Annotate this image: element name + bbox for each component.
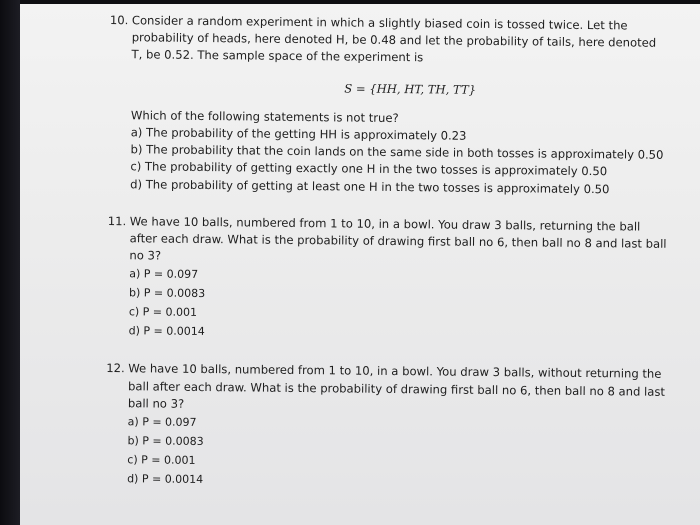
- question-text-line: ball after each draw. What is the probability of drawing first ball no 6, then ball no 8 and last: [128, 378, 666, 399]
- question-body: [130, 12, 690, 199]
- question-body: [129, 213, 688, 346]
- answer-option-d: d) P = 0.0014: [128, 324, 205, 339]
- question-number: 10.: [109, 12, 129, 28]
- question-11: [107, 213, 688, 347]
- answer-option-a: a) P = 0.097: [129, 267, 199, 282]
- question-text-line: Consider a random experiment in which a slightly biased coin is tossed twice. Let the: [131, 13, 628, 33]
- question-text-line: T, be 0.52. The sample space of the experiment is: [131, 47, 424, 65]
- answer-options: [130, 124, 689, 199]
- question-text-line: ball no 3?: [127, 396, 185, 411]
- question-number: 11.: [107, 213, 127, 229]
- answer-option-b: b) The probability that the coin lands on the same side in both tosses is approximately 0.50: [130, 142, 664, 163]
- answer-option-b: b) P = 0.0083: [128, 286, 206, 301]
- answer-option-d: d) P = 0.0014: [127, 472, 204, 487]
- answer-option-a: a) P = 0.097: [127, 415, 197, 429]
- answer-option-c: c) P = 0.001: [128, 305, 198, 320]
- question-body: [127, 361, 686, 494]
- answer-option-d: d) The probability of getting at least one H in the two tosses is approximately 0.50: [130, 176, 610, 196]
- question-text-line: We have 10 balls, numbered from 1 to 10, in a bowl. You draw 3 balls, returning the ball: [129, 214, 641, 234]
- question-prompt: Which of the following statements is not true?: [130, 108, 399, 125]
- question-text-line: no 3?: [129, 248, 162, 263]
- answer-options: [129, 265, 688, 347]
- question-text-line: We have 10 balls, numbered from 1 to 10, in a bowl. You draw 3 balls, without returning the: [128, 361, 662, 382]
- answer-option-a: a) The probability of the getting HH is approximately 0.23: [130, 125, 467, 143]
- question-number: 12.: [106, 361, 125, 376]
- answer-option-b: b) P = 0.0083: [127, 434, 204, 449]
- answer-options: [127, 412, 686, 494]
- monitor-bezel-left: [0, 0, 20, 525]
- document-page: [105, 12, 690, 494]
- question-10: [108, 12, 690, 199]
- sample-space-formula: S = {HH, HT, TH, TT}: [344, 81, 477, 97]
- question-12: [105, 360, 686, 494]
- screen: [20, 4, 700, 525]
- question-text-line: probability of heads, here denoted H, be 0.48 and let the probability of tails, here denoted: [131, 30, 657, 50]
- answer-option-c: c) P = 0.001: [127, 453, 196, 467]
- answer-option-c: c) The probability of getting exactly one H in the two tosses is approximately 0.50: [130, 159, 608, 179]
- question-text-line: after each draw. What is the probability of drawing first ball no 6, then ball no 8 and last ball: [129, 231, 667, 251]
